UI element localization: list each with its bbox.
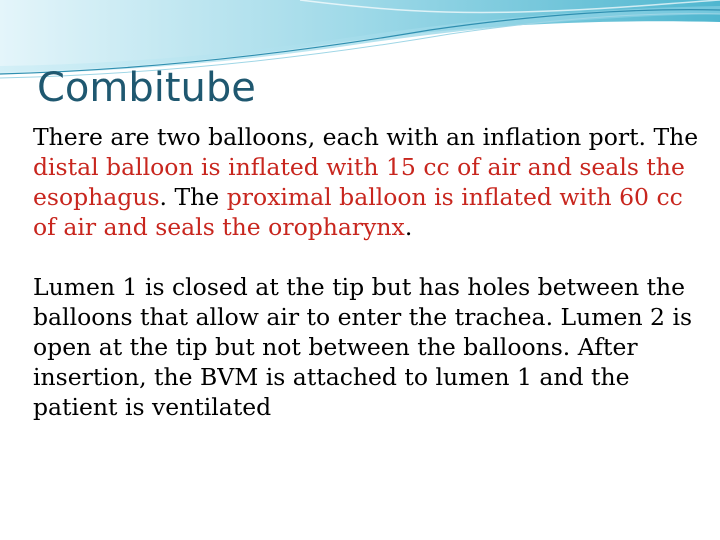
balloons-intro-text: There are two balloons, each with an inflation port. The <box>33 123 699 151</box>
slide-title: Combitube <box>37 65 256 111</box>
separator-text: . The <box>159 183 227 211</box>
distal-balloon-text: distal balloon is inflated with 15 cc of air and seals the esophagus <box>33 153 685 211</box>
slide-body <box>33 122 703 422</box>
paragraph-balloons <box>33 122 703 242</box>
period-text: . <box>404 213 413 241</box>
paragraph-lumens: Lumen 1 is closed at the tip but has holes between the balloons that allow air to enter the trachea. Lumen 2 is open at the tip but not between the balloons. After insertion, the BVM is attached to lumen 1 and the patient is ventilated <box>33 273 693 421</box>
proximal-balloon-text: proximal balloon is inflated with 60 cc of air and seals the oropharynx <box>33 183 683 241</box>
